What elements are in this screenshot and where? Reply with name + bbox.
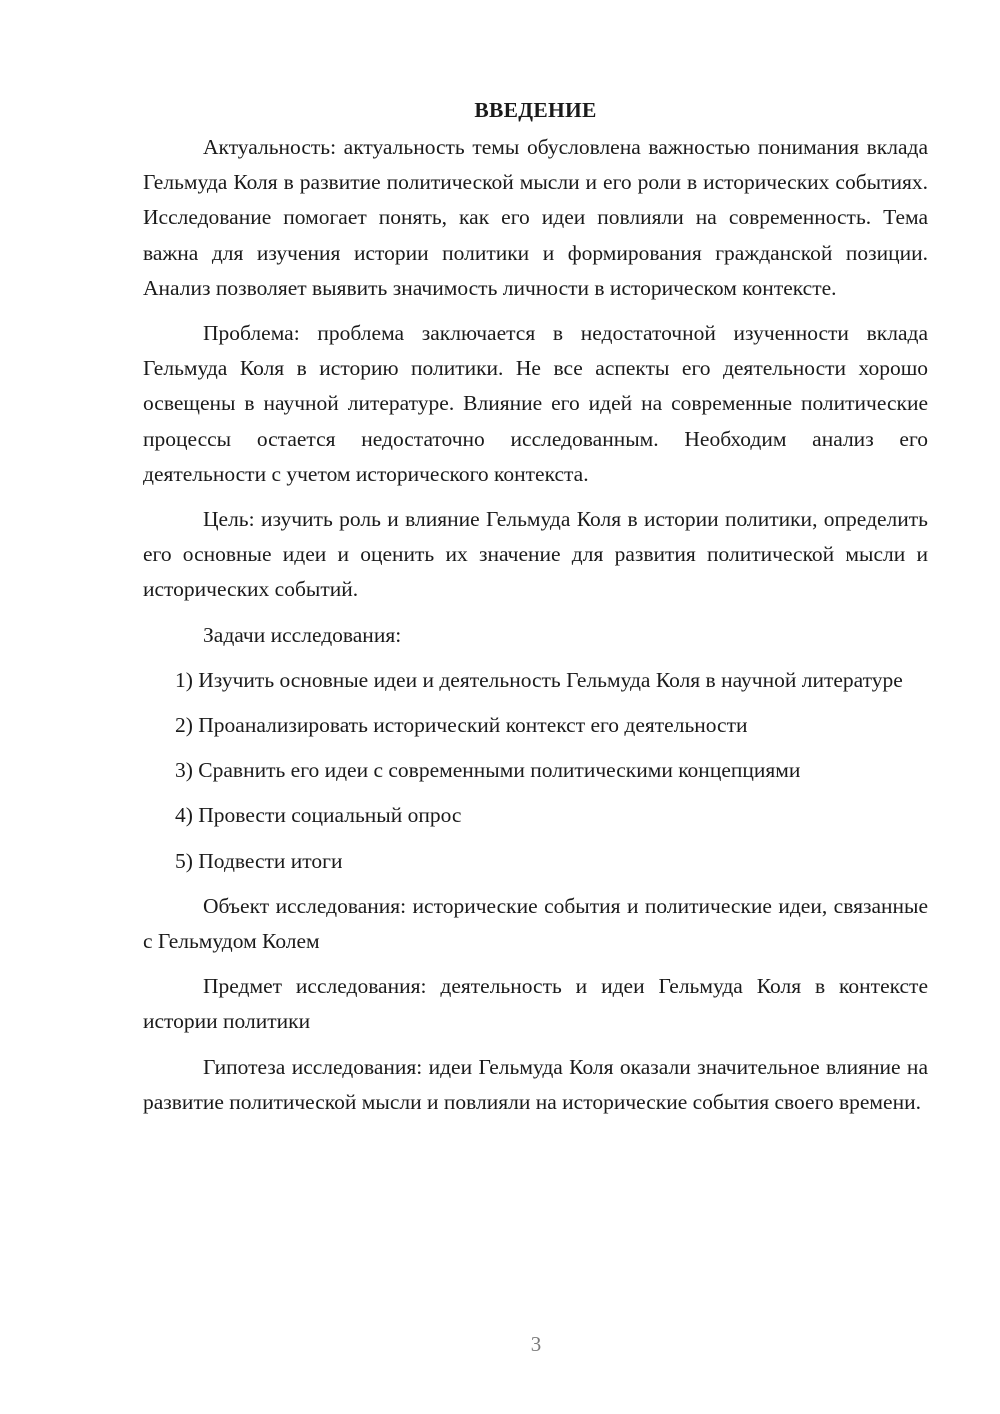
list-item: 4) Провести социальный опрос (175, 803, 462, 828)
page-content (143, 88, 928, 1130)
section-title: ВВЕДЕНИЕ (474, 98, 597, 122)
list-item: 1) Изучить основные идеи и деятельность Гельмуда Коля в научной литературе (175, 667, 903, 692)
tasks-list (143, 663, 928, 879)
paragraph-tasks-heading: Задачи исследования: (203, 622, 402, 647)
list-item: 3) Сравнить его идеи с современными политическими концепциями (175, 758, 801, 783)
paragraph-subject: Предмет исследования: деятельность и идеи Гельмуда Коля в контексте истории политики (143, 974, 928, 1034)
paragraph-goal: Цель: изучить роль и влияние Гельмуда Коля в истории политики, определить его основные идеи и оценить их значение для развития политической мысли и исторических событий. (143, 507, 928, 602)
paragraph-hypothesis: Гипотеза исследования: идеи Гельмуда Коля оказали значительное влияние на развитие политической мысли и повлияли на исторические события своего времени. (143, 1054, 928, 1114)
paragraph-relevance: Актуальность: актуальность темы обусловлена важностью понимания вклада Гельмуда Коля в развитие политической мысли и его роли в исторических событиях. Исследование помогает понять, как его идеи повлияли на современность. Тема важна для изучения истории политики и формирования гражданской позиции. Анализ позволяет выявить значимость личности в историческом контексте. (143, 135, 928, 300)
paragraph-object: Объект исследования: исторические события и политические идеи, связанные с Гельмудом Колем (143, 893, 928, 954)
list-item: 2) Проанализировать исторический контекст его деятельности (175, 713, 748, 738)
page-number: 3 (530, 1332, 542, 1356)
paragraph-problem: Проблема: проблема заключается в недостаточной изученности вклада Гельмуда Коля в историю политики. Не все аспекты его деятельности хорошо освещены в научной литературе. Влияние его идей на современные политические процессы остается недостаточно исследованным. Необходим анализ его деятельности с учетом исторического контекста. (143, 321, 928, 486)
list-item: 5) Подвести итоги (175, 848, 343, 873)
